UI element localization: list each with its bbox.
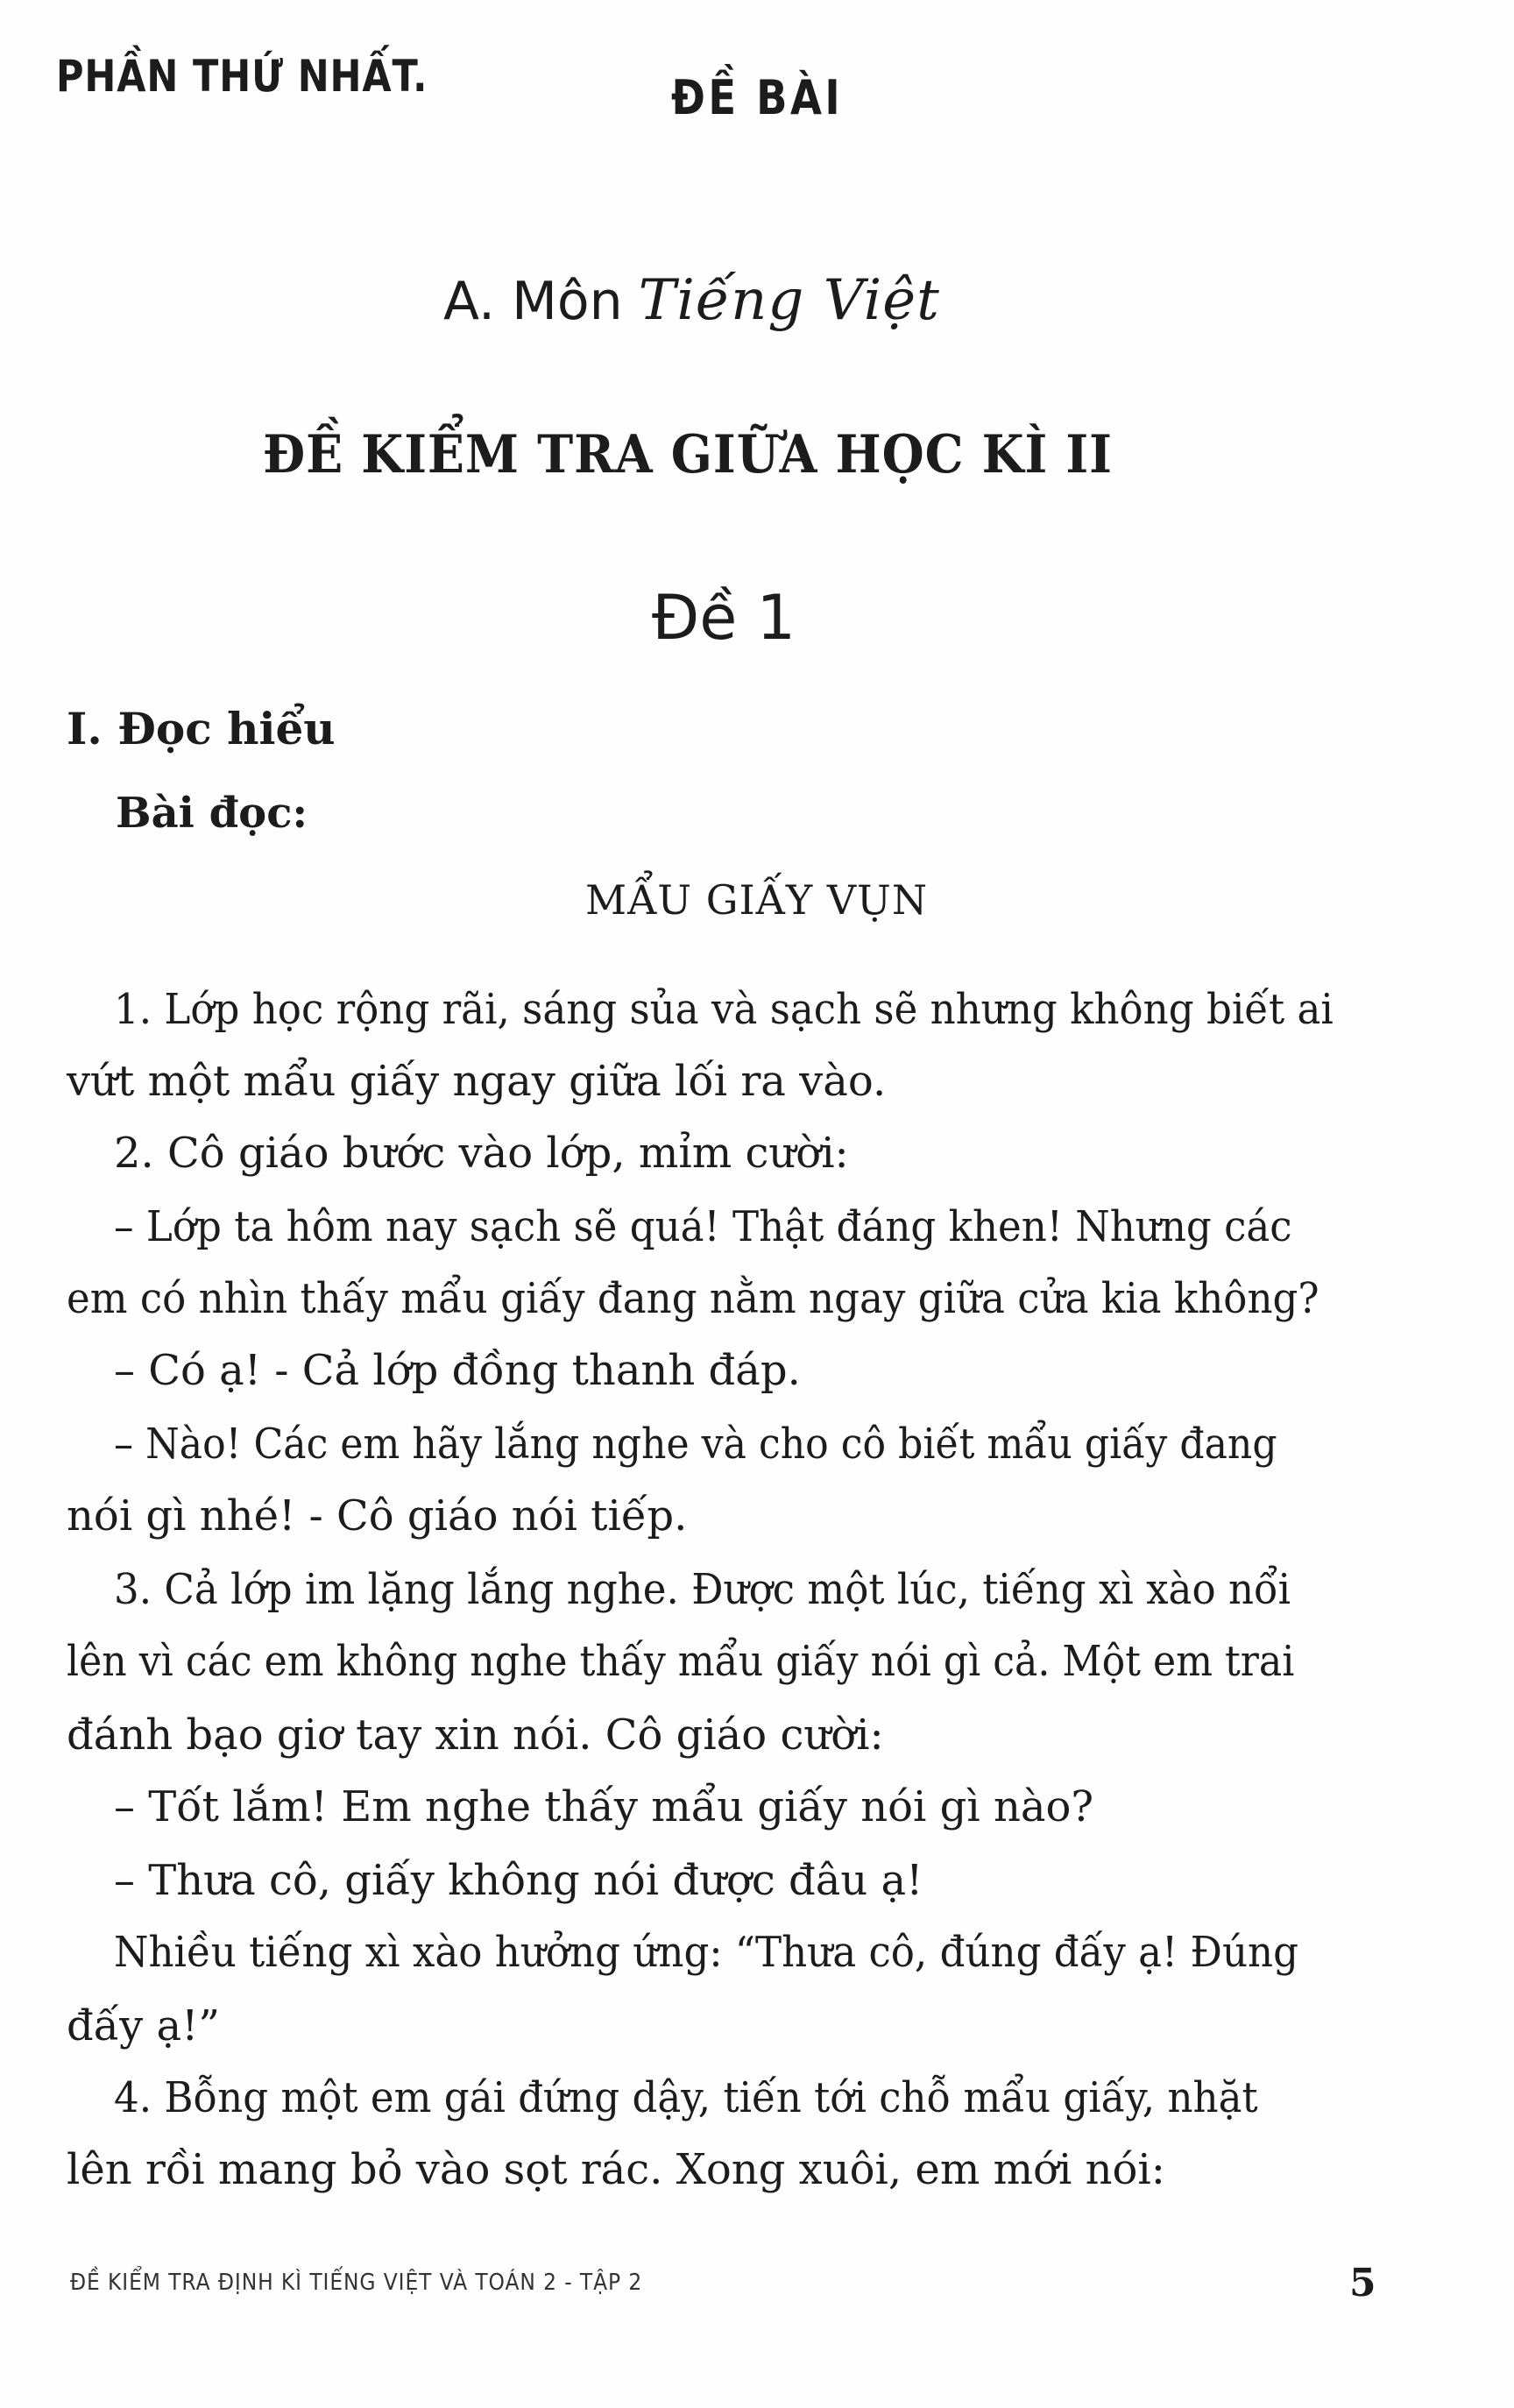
page-number: 5 bbox=[1349, 2261, 1376, 2305]
body-line: Nhiều tiếng xì xào hưởng ứng: “Thưa cô, đúng đấy ạ! Đúng bbox=[114, 1928, 1298, 1977]
body-line: 2. Cô giáo bước vào lớp, mỉm cười: bbox=[114, 1129, 849, 1178]
subject-heading bbox=[443, 268, 940, 333]
exam-number: Đề 1 bbox=[652, 582, 796, 654]
exam-title: ĐỀ KIỂM TRA GIỮA HỌC KÌ II bbox=[263, 424, 1113, 485]
body-line: – Tốt lắm! Em nghe thấy mẩu giấy nói gì nào? bbox=[114, 1782, 1094, 1831]
subject-name: Tiếng Việt bbox=[638, 268, 940, 333]
body-line: – Nào! Các em hãy lắng nghe và cho cô biết mẩu giấy đang bbox=[114, 1420, 1277, 1469]
body-line: – Thưa cô, giấy không nói được đâu ạ! bbox=[114, 1856, 923, 1905]
body-line: đấy ạ!” bbox=[67, 2001, 220, 2050]
body-line: nói gì nhé! - Cô giáo nói tiếp. bbox=[67, 1491, 688, 1540]
body-line: – Lớp ta hôm nay sạch sẽ quá! Thật đáng khen! Nhưng các bbox=[114, 1202, 1292, 1251]
body-line: lên rồi mang bỏ vào sọt rác. Xong xuôi, em mới nói: bbox=[67, 2145, 1165, 2194]
section-title: I. Đọc hiểu bbox=[67, 703, 336, 754]
part-heading: PHẦN THỨ NHẤT. bbox=[56, 51, 428, 102]
running-footer: ĐỀ KIỂM TRA ĐỊNH KÌ TIẾNG VIỆT VÀ TOÁN 2 - TẬP 2 bbox=[70, 2270, 643, 2296]
body-line: lên vì các em không nghe thấy mẩu giấy nói gì cả. Một em trai bbox=[67, 1637, 1295, 1686]
body-line: 3. Cả lớp im lặng lắng nghe. Được một lúc, tiếng xì xào nổi bbox=[114, 1565, 1291, 1614]
section-label: ĐỀ BÀI bbox=[671, 70, 844, 125]
body-line: 1. Lớp học rộng rãi, sáng sủa và sạch sẽ nhưng không biết ai bbox=[114, 985, 1334, 1034]
story-title: MẨU GIẤY VỤN bbox=[585, 876, 929, 924]
body-line: vứt một mẩu giấy ngay giữa lối ra vào. bbox=[67, 1057, 887, 1106]
reading-label: Bài đọc: bbox=[116, 789, 308, 838]
body-line: 4. Bỗng một em gái đứng dậy, tiến tới chỗ mẩu giấy, nhặt bbox=[114, 2073, 1258, 2122]
body-line: em có nhìn thấy mẩu giấy đang nằm ngay giữa cửa kia không? bbox=[67, 1274, 1319, 1323]
subject-prefix: A. Môn bbox=[443, 271, 623, 332]
body-line: – Có ạ! - Cả lớp đồng thanh đáp. bbox=[114, 1346, 801, 1395]
body-line: đánh bạo giơ tay xin nói. Cô giáo cười: bbox=[67, 1710, 884, 1760]
